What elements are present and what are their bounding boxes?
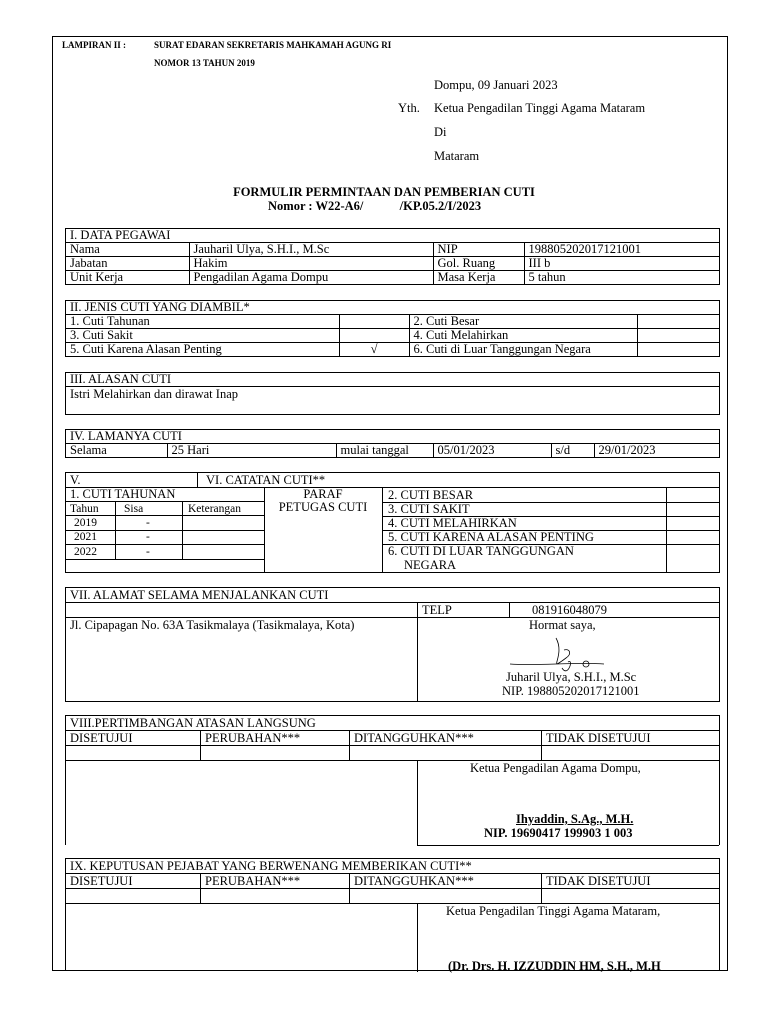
sd-value: 29/01/2023 [594,444,719,458]
cuti-alasan-note: 5. CUTI KARENA ALASAN PENTING [388,530,594,544]
section-keputusan [65,858,720,971]
section4-heading: IV. LAMANYA CUTI [66,430,719,444]
section6-heading: VI. CATATAN CUTI** [206,473,326,487]
city: Mataram [434,149,480,163]
lampiran-text: SURAT EDARAN SEKRETARIS MAHKAMAH AGUNG RI [154,40,392,50]
nama-label: Nama [66,243,189,257]
opt9-perubahan: PERUBAHAN*** [205,874,301,888]
masa-label: Masa Kerja [433,271,524,285]
jabatan-label: Jabatan [66,257,189,271]
section-alamat [65,587,720,702]
nomor-label: Nomor : W22-A6/ [268,199,364,213]
cuti-luar-note: 6. CUTI DI LUAR TANGGUNGAN [388,544,574,558]
col-tahun: Tahun [70,503,99,515]
opt9-tidak-disetujui: TIDAK DISETUJUI [546,874,651,888]
nama-value: Jauharil Ulya, S.H.I., M.Sc [189,243,433,257]
section2-heading: II. JENIS CUTI YANG DIAMBIL* [66,301,719,315]
table-row [66,257,719,271]
section-catatan-cuti [65,472,720,573]
lampiran-label: LAMPIRAN II : [62,40,126,50]
section8-heading: VIII.PERTIMBANGAN ATASAN LANGSUNG [70,716,316,730]
section1-heading: I. DATA PEGAWAI [66,229,719,243]
cuti-besar-check [637,315,719,329]
telp-label: TELP [422,603,452,617]
alasan-text: Istri Melahirkan dan dirawat Inap [70,387,238,401]
opt-perubahan: PERUBAHAN*** [205,731,301,745]
cuti-melahirkan-check [637,329,719,343]
section-lamanya-cuti [65,429,720,458]
table-row [66,343,719,357]
section5-heading: V. [70,473,81,487]
cuti-luar-tanggungan-label: 6. Cuti di Luar Tanggungan Negara [409,343,637,357]
cuti-melahirkan-note: 4. CUTI MELAHIRKAN [388,516,517,530]
mulai-value: 05/01/2023 [433,444,551,458]
opt-ditangguhkan: DITANGGUHKAN*** [354,731,474,745]
cuti-luar-tanggungan-check [637,343,719,357]
selama-value: 25 Hari [167,444,336,458]
cuti-alasan-penting-label: 5. Cuti Karena Alasan Penting [66,343,339,357]
mulai-label: mulai tanggal [336,444,433,458]
table-row [66,243,719,257]
gol-value: III b [524,257,719,271]
section9-heading: IX. KEPUTUSAN PEJABAT YANG BERWENANG MEMBERIKAN CUTI** [70,859,472,873]
hormat-text: Hormat saya, [529,618,596,632]
table-row [66,329,719,343]
yth-label: Yth. [398,101,420,115]
nip-value: 198805202017121001 [524,243,719,257]
jabatan-value: Hakim [189,257,433,271]
opt-disetujui: DISETUJUI [70,731,133,745]
cuti-luar-note-2: NEGARA [404,558,457,572]
nip-label: NIP [433,243,524,257]
gol-label: Gol. Ruang [433,257,524,271]
year-2021: 2021 [74,531,97,543]
cuti-besar-note: 2. CUTI BESAR [388,488,474,502]
form-title: FORMULIR PERMINTAAN DAN PEMBERIAN CUTI [233,185,535,199]
form-nomor [268,199,481,214]
cuti-alasan-penting-check: √ [339,343,409,357]
section-alasan-cuti [65,372,720,415]
atasan-name: Ihyaddin, S.Ag., M.H. [516,812,634,826]
section7-heading: VII. ALAMAT SELAMA MENJALANKAN CUTI [70,588,329,602]
year-2019: 2019 [74,517,97,529]
cuti-tahunan-check [339,315,409,329]
opt9-ditangguhkan: DITANGGUHKAN*** [354,874,474,888]
sisa-2021: - [146,531,150,543]
cuti-sakit-label: 3. Cuti Sakit [66,329,339,343]
cuti-melahirkan-label: 4. Cuti Melahirkan [409,329,637,343]
atasan-position: Ketua Pengadilan Agama Dompu, [470,761,641,775]
signer-name: Juharil Ulya, S.H.I., M.Sc [506,670,637,684]
sd-label: s/d [551,444,594,458]
masa-value: 5 tahun [524,271,719,285]
opt9-disetujui: DISETUJUI [70,874,133,888]
cuti-sakit-note: 3. CUTI SAKIT [388,502,470,516]
signer-nip: NIP. 198805202017121001 [502,684,640,698]
section-jenis-cuti [65,300,720,357]
col-sisa: Sisa [124,503,144,515]
pejabat-position: Ketua Pengadilan Tinggi Agama Mataram, [446,904,661,918]
table-row [66,444,719,458]
pejabat-name: (Dr. Drs. H. IZZUDDIN HM, S.H., M.H [448,959,661,973]
section-data-pegawai [65,228,720,285]
petugas-label: PETUGAS CUTI [278,500,368,514]
nomor-suffix: /KP.05.2/I/2023 [399,199,482,213]
recipient: Ketua Pengadilan Tinggi Agama Mataram [434,101,646,115]
telp-value: 081916048079 [532,603,607,617]
nomor-text: NOMOR 13 TAHUN 2019 [154,58,255,68]
unit-label: Unit Kerja [66,271,189,285]
col-keterangan: Keterangan [188,503,241,515]
cuti-tahunan-label: 1. Cuti Tahunan [66,315,339,329]
section3-heading: III. ALASAN CUTI [66,373,719,387]
cuti-sakit-check [339,329,409,343]
year-2022: 2022 [74,546,97,558]
cuti-tahunan-heading: 1. CUTI TAHUNAN [70,487,176,501]
di-label: Di [434,125,447,139]
alamat-text: Jl. Cipapagan No. 63A Tasikmalaya (Tasikmalaya, Kota) [70,618,355,632]
selama-label: Selama [66,444,167,458]
paraf-label: PARAF [303,487,343,501]
unit-value: Pengadilan Agama Dompu [189,271,433,285]
section-pertimbangan [65,715,720,845]
place-date: Dompu, 09 Januari 2023 [434,78,558,92]
atasan-nip: NIP. 19690417 199903 1 003 [484,826,633,840]
table-row [66,271,719,285]
sisa-2019: - [146,517,150,529]
opt-tidak-disetujui: TIDAK DISETUJUI [546,731,651,745]
sisa-2022: - [146,546,150,558]
table-row [66,315,719,329]
cuti-besar-label: 2. Cuti Besar [409,315,637,329]
